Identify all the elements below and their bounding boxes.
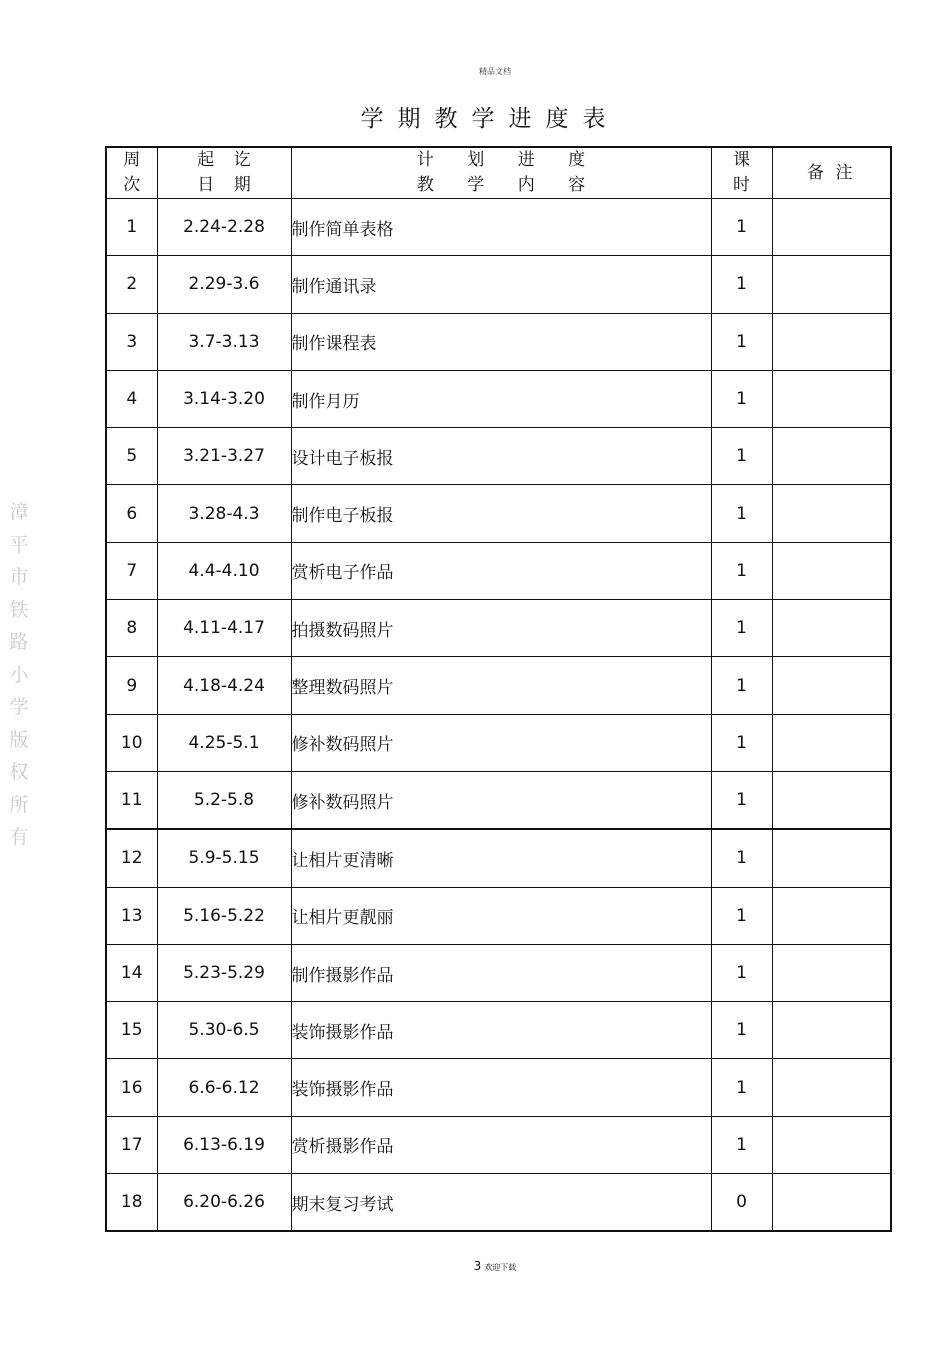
week-cell: 13 — [106, 887, 157, 944]
table-row — [106, 313, 891, 370]
hours-cell: 1 — [711, 199, 772, 256]
content-cell: 制作月历 — [291, 370, 711, 427]
content-cell: 让相片更清晰 — [291, 829, 711, 887]
content-cell: 制作通讯录 — [291, 256, 711, 313]
dates-cell: 5.16-5.22 — [157, 887, 291, 944]
hours-cell: 0 — [711, 1174, 772, 1232]
hours-cell: 1 — [711, 370, 772, 427]
content-cell: 修补数码照片 — [291, 771, 711, 829]
table-row — [106, 600, 891, 657]
content-cell: 赏析电子作品 — [291, 542, 711, 599]
notes-cell — [772, 1174, 891, 1232]
dates-cell: 2.29-3.6 — [157, 256, 291, 313]
dates-cell: 3.21-3.27 — [157, 428, 291, 485]
table-body — [106, 199, 891, 1232]
content-cell: 赏析摄影作品 — [291, 1116, 711, 1173]
table-row — [106, 370, 891, 427]
week-cell: 17 — [106, 1116, 157, 1173]
dates-cell: 6.6-6.12 — [157, 1059, 291, 1116]
week-cell: 6 — [106, 485, 157, 542]
dates-cell: 5.2-5.8 — [157, 771, 291, 829]
dates-cell: 5.9-5.15 — [157, 829, 291, 887]
week-cell: 14 — [106, 944, 157, 1001]
table-row — [106, 428, 891, 485]
hours-cell: 1 — [711, 657, 772, 714]
week-cell: 15 — [106, 1002, 157, 1059]
table-row — [106, 1116, 891, 1173]
dates-cell: 5.23-5.29 — [157, 944, 291, 1001]
table-row — [106, 887, 891, 944]
week-cell: 1 — [106, 199, 157, 256]
dates-cell: 2.24-2.28 — [157, 199, 291, 256]
header-hours-line2: 时 — [733, 175, 750, 195]
notes-cell — [772, 944, 891, 1001]
header-plan — [291, 147, 711, 199]
content-cell: 设计电子板报 — [291, 428, 711, 485]
hours-cell: 1 — [711, 944, 772, 1001]
week-cell: 9 — [106, 657, 157, 714]
hours-cell: 1 — [711, 1059, 772, 1116]
notes-cell — [772, 256, 891, 313]
dates-cell: 3.7-3.13 — [157, 313, 291, 370]
dates-cell: 4.25-5.1 — [157, 714, 291, 771]
table-row — [106, 829, 891, 887]
notes-cell — [772, 600, 891, 657]
dates-cell: 6.20-6.26 — [157, 1174, 291, 1232]
table-row — [106, 542, 891, 599]
footer-text: 欢迎下载 — [484, 1263, 517, 1272]
hours-cell: 1 — [711, 485, 772, 542]
table-row — [106, 771, 891, 829]
header-dates — [157, 147, 291, 199]
hours-cell: 1 — [711, 313, 772, 370]
notes-cell — [772, 771, 891, 829]
notes-cell — [772, 714, 891, 771]
watermark-seal: 漳平市铁路小学版权所有 — [9, 501, 29, 848]
schedule-table — [105, 146, 892, 1232]
week-cell: 11 — [106, 771, 157, 829]
notes-cell — [772, 370, 891, 427]
notes-cell — [772, 428, 891, 485]
hours-cell: 1 — [711, 428, 772, 485]
notes-cell — [772, 1116, 891, 1173]
notes-cell — [772, 485, 891, 542]
hours-cell: 1 — [711, 714, 772, 771]
week-cell: 4 — [106, 370, 157, 427]
page-title: 学期教学进度表 — [360, 106, 620, 132]
header-plan-line2: 教 学 内 容 — [416, 175, 586, 195]
dates-cell: 3.14-3.20 — [157, 370, 291, 427]
header-note: 精品文档 — [479, 67, 511, 76]
header-week-line1: 周 — [123, 150, 141, 170]
content-cell: 整理数码照片 — [291, 657, 711, 714]
content-cell: 制作课程表 — [291, 313, 711, 370]
hours-cell: 1 — [711, 542, 772, 599]
content-cell: 制作电子板报 — [291, 485, 711, 542]
page-number: 3 — [473, 1259, 482, 1273]
content-cell: 装饰摄影作品 — [291, 1002, 711, 1059]
hours-cell: 1 — [711, 256, 772, 313]
week-cell: 2 — [106, 256, 157, 313]
hours-cell: 1 — [711, 1116, 772, 1173]
header-week-line2: 次 — [123, 175, 141, 195]
dates-cell: 4.11-4.17 — [157, 600, 291, 657]
dates-cell: 5.30-6.5 — [157, 1002, 291, 1059]
week-cell: 12 — [106, 829, 157, 887]
hours-cell: 1 — [711, 829, 772, 887]
table-row — [106, 485, 891, 542]
content-cell: 制作摄影作品 — [291, 944, 711, 1001]
notes-cell — [772, 542, 891, 599]
table-row — [106, 944, 891, 1001]
hours-cell: 1 — [711, 600, 772, 657]
content-cell: 制作简单表格 — [291, 199, 711, 256]
dates-cell: 6.13-6.19 — [157, 1116, 291, 1173]
content-cell: 拍摄数码照片 — [291, 600, 711, 657]
week-cell: 7 — [106, 542, 157, 599]
table-header-row — [106, 147, 891, 199]
dates-cell: 4.4-4.10 — [157, 542, 291, 599]
notes-cell — [772, 829, 891, 887]
header-dates-line2: 日 期 — [197, 175, 251, 195]
content-cell: 修补数码照片 — [291, 714, 711, 771]
header-notes: 备 注 — [772, 147, 891, 199]
content-cell: 让相片更靓丽 — [291, 887, 711, 944]
week-cell: 16 — [106, 1059, 157, 1116]
hours-cell: 1 — [711, 1002, 772, 1059]
table-row — [106, 714, 891, 771]
dates-cell: 3.28-4.3 — [157, 485, 291, 542]
notes-cell — [772, 313, 891, 370]
notes-cell — [772, 1002, 891, 1059]
week-cell: 3 — [106, 313, 157, 370]
header-hours-line1: 课 — [733, 150, 750, 170]
dates-cell: 4.18-4.24 — [157, 657, 291, 714]
table-row — [106, 1174, 891, 1232]
notes-cell — [772, 1059, 891, 1116]
notes-cell — [772, 657, 891, 714]
header-plan-line1: 计 划 进 度 — [416, 150, 586, 170]
header-dates-line1: 起 讫 — [197, 150, 251, 170]
week-cell: 18 — [106, 1174, 157, 1232]
hours-cell: 1 — [711, 771, 772, 829]
week-cell: 10 — [106, 714, 157, 771]
hours-cell: 1 — [711, 887, 772, 944]
header-hours — [711, 147, 772, 199]
table-row — [106, 256, 891, 313]
table-row — [106, 657, 891, 714]
content-cell: 装饰摄影作品 — [291, 1059, 711, 1116]
content-cell: 期末复习考试 — [291, 1174, 711, 1232]
notes-cell — [772, 887, 891, 944]
notes-cell — [772, 199, 891, 256]
week-cell: 8 — [106, 600, 157, 657]
table-row — [106, 1002, 891, 1059]
week-cell: 5 — [106, 428, 157, 485]
table-row — [106, 1059, 891, 1116]
page-footer — [0, 1259, 950, 1273]
header-week — [106, 147, 157, 199]
table-row — [106, 199, 891, 256]
